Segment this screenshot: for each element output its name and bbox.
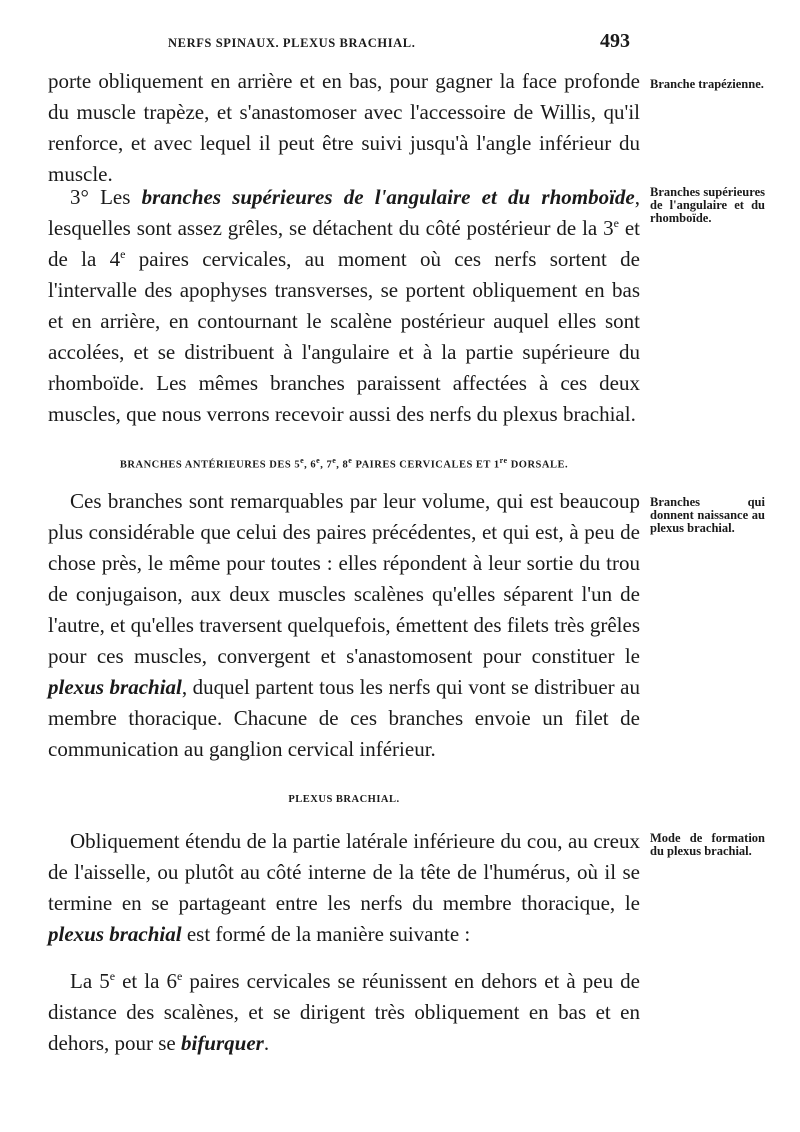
paragraph-text: et de la 4 [48, 216, 640, 271]
paragraph-3 [48, 486, 640, 765]
margin-note-plexus-formation: Mode de formation du plexus brachial. [650, 831, 765, 858]
paragraph-1 [48, 66, 640, 190]
emphasis-term: plexus brachial [48, 922, 182, 946]
paragraph-4 [48, 826, 640, 950]
page-header [150, 30, 630, 58]
paragraph-text: et la 6 [115, 969, 177, 993]
paragraph-text: paires cervicales, au moment où ces nerfs sortent de l'intervalle des apophyses transverses, se portent obliquement en bas et en arrière, en contournant le scalène postérieur auquel elles sont accolées, et se distribuent à l'angulaire et à la partie supérieure du rhomboïde. Les mêmes branches paraissent affectées à ces deux muscles, que nous verrons recevoir aussi des nerfs du plexus brachial. [48, 247, 640, 426]
paragraph-5 [48, 966, 640, 1059]
superscript: e [109, 969, 116, 983]
paragraph-text: porte obliquement en arrière et en bas, pour gagner la face profonde du muscle trapèze, et s'anastomoser avec l'accessoire de Willis, qu'il renforce, et avec lequel il peut être suivi jusqu'à l'angle inférieur du muscle. [48, 69, 640, 186]
section-heading-anterior-branches: BRANCHES ANTÉRIEURES DES 5e, 6e, 7e, 8e PAIRES CERVICALES ET 1re DORSALE. [119, 456, 569, 471]
paragraph-text: , lesquelles sont assez grêles, se détachent du côté postérieur de la 3 [48, 185, 640, 240]
margin-note-plexus-origin: Branches qui donnent naissance au plexus brachial. [650, 495, 765, 535]
paragraph-text: paires cervicales se réunissent en dehors et à peu de distance des scalènes, et se dirigent très obliquement en bas et en dehors, pour se [48, 969, 640, 1055]
paragraph-text: Ces branches sont remarquables par leur volume, qui est beaucoup plus considérable que celui des paires précédentes, et qui est, à peu de chose près, le même pour toutes : elles répondent à leur sortie du trou de conjugaison, aux deux muscles scalènes qu'elles séparent l'un de l'autre, et qu'elles traversent quelquefois, émettent des filets très grêles pour ces muscles, convergent et s'anastomosent pour constituer le [48, 489, 640, 668]
emphasis-term: plexus brachial [48, 675, 182, 699]
paragraph-2 [48, 182, 640, 430]
paragraph-text: La 5 [70, 969, 110, 993]
paragraph-text: , duquel partent tous les nerfs qui vont se distribuer au membre thoracique. Chacune de ces branches envoie un filet de communication au ganglion cervical inférieur. [48, 675, 640, 761]
emphasis-term: bifurquer [180, 1031, 264, 1055]
superscript: e [177, 969, 183, 983]
emphasis-term: branches supérieures de l'angulaire et du rhomboïde [141, 185, 635, 209]
margin-note-trapezius-branch: Branche trapézienne. [650, 77, 764, 91]
superscript: e [613, 216, 619, 230]
paragraph-text: 3° Les [70, 185, 142, 209]
running-title: NERFS SPINAUX. PLEXUS BRACHIAL. [168, 36, 416, 50]
page-number: 493 [600, 30, 630, 52]
paragraph-text: . [263, 1031, 270, 1055]
paragraph-text: Obliquement étendu de la partie latérale inférieure du cou, au creux de l'aisselle, ou plutôt au côté interne de la tête de l'humérus, où il se termine en se partageant entre les nerfs du membre thoracique, le [48, 829, 640, 915]
paragraph-text: est formé de la manière suivante : [181, 922, 471, 946]
margin-note-superior-branches: Branches supérieures de l'angulaire et du rhomboïde. [650, 185, 765, 225]
section-heading-plexus-brachial: PLEXUS BRACHIAL. [288, 794, 400, 805]
superscript: e [120, 247, 126, 261]
